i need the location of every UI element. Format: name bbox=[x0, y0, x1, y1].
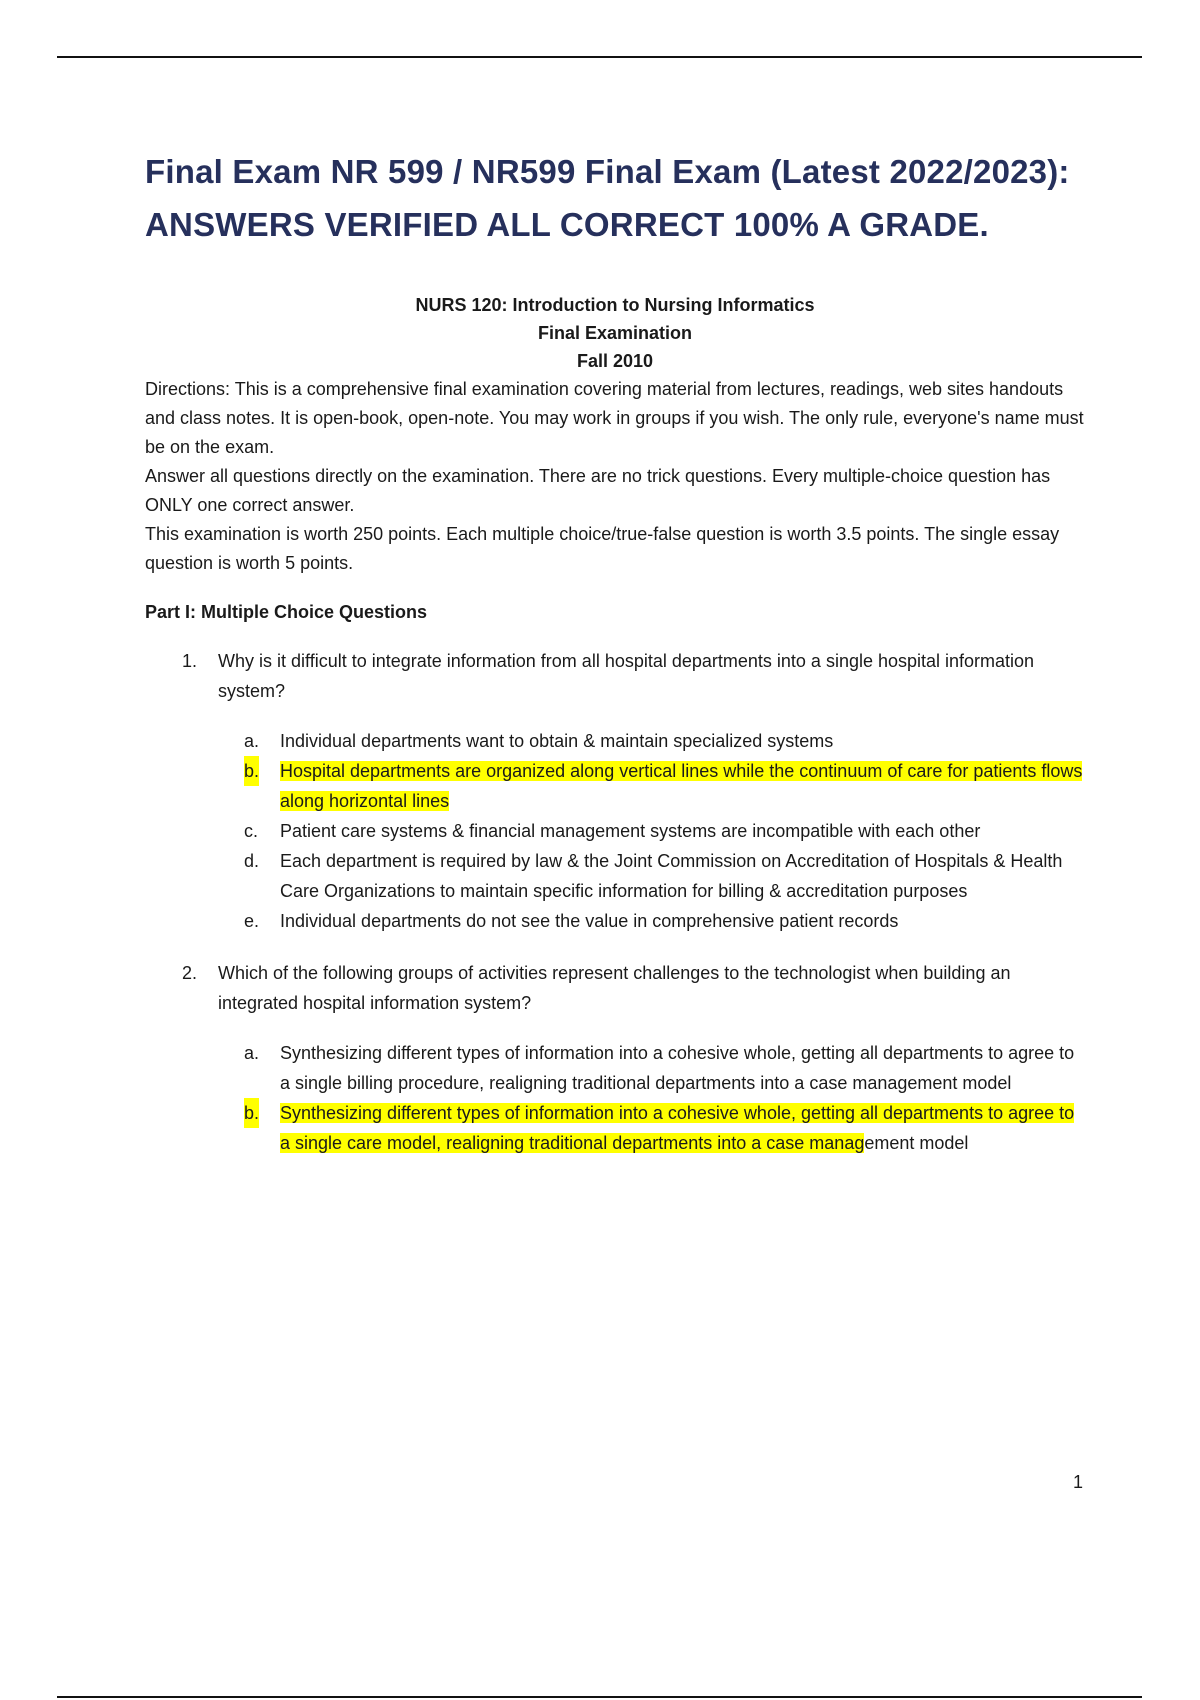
option-list bbox=[218, 1038, 1085, 1158]
question-number: 2. bbox=[182, 963, 198, 983]
option-letter: b. bbox=[244, 756, 259, 786]
option-1b-highlighted-answer bbox=[218, 756, 1085, 816]
option-letter: b. bbox=[244, 1098, 259, 1128]
document-page bbox=[145, 145, 1085, 1180]
answer-instructions-paragraph: Answer all questions directly on the examination. There are no trick questions. Every multiple-choice question has ONLY one correct answer. bbox=[145, 466, 1051, 515]
part-heading: Part I: Multiple Choice Questions bbox=[145, 602, 428, 622]
option-list bbox=[218, 726, 1085, 936]
top-rule bbox=[57, 56, 1142, 58]
question-number: 1. bbox=[182, 651, 198, 671]
option-2b-highlighted-answer bbox=[218, 1098, 1085, 1158]
option-1e bbox=[218, 906, 1085, 936]
question-text: Why is it difficult to integrate information from all hospital departments into a single hospital information system? bbox=[218, 651, 1035, 701]
option-text: Synthesizing different types of information into a cohesive whole, getting all departments to agree to a single billing procedure, realigning traditional departments into a case management model bbox=[280, 1043, 1075, 1093]
option-text-rest: ement model bbox=[864, 1133, 969, 1153]
option-1d bbox=[218, 846, 1085, 906]
option-text-highlighted: Synthesizing different types of information into a cohesive whole, getting all departments to agree to a single care model, realigning traditional departments into a case manag bbox=[280, 1103, 1075, 1153]
option-2a bbox=[218, 1038, 1085, 1098]
exam-heading bbox=[145, 291, 1085, 375]
question-1 bbox=[145, 646, 1085, 936]
directions-paragraph: Directions: This is a comprehensive final examination covering material from lectures, readings, web sites handouts and class notes. It is open-book, open-note. You may work in groups if you wish. The only rule, everyone's name must be on the exam. bbox=[145, 379, 1084, 457]
exam-name: Final Examination bbox=[537, 323, 693, 343]
option-letter: d. bbox=[244, 851, 260, 871]
option-letter: c. bbox=[244, 821, 259, 841]
option-letter: a. bbox=[244, 1043, 260, 1063]
option-letter: e. bbox=[244, 911, 260, 931]
option-1c bbox=[218, 816, 1085, 846]
option-text: Individual departments want to obtain & maintain specialized systems bbox=[280, 731, 834, 751]
option-text: Patient care systems & financial management systems are incompatible with each other bbox=[280, 821, 981, 841]
page-number: 1 bbox=[1073, 1472, 1084, 1492]
question-list bbox=[145, 646, 1085, 1158]
option-1a bbox=[218, 726, 1085, 756]
course-name: NURS 120: Introduction to Nursing Informatics bbox=[415, 295, 815, 315]
bottom-rule bbox=[57, 1696, 1142, 1698]
document-title: Final Exam NR 599 / NR599 Final Exam (Latest 2022/2023): ANSWERS VERIFIED ALL CORRECT 100% A GRADE. bbox=[145, 153, 1070, 243]
points-info-paragraph: This examination is worth 250 points. Each multiple choice/true-false question is worth 3.5 points. The single essay question is worth 5 points. bbox=[145, 524, 1060, 573]
option-text: Each department is required by law & the Joint Commission on Accreditation of Hospitals & Health Care Organizations to maintain specific information for billing & accreditation purposes bbox=[280, 851, 1063, 901]
option-letter: a. bbox=[244, 731, 260, 751]
exam-term: Fall 2010 bbox=[576, 351, 654, 371]
question-2 bbox=[145, 958, 1085, 1158]
option-text: Hospital departments are organized along vertical lines while the continuum of care for patients flows along horizontal lines bbox=[280, 761, 1083, 811]
option-text: Individual departments do not see the value in comprehensive patient records bbox=[280, 911, 899, 931]
question-text: Which of the following groups of activities represent challenges to the technologist when building an integrated hospital information system? bbox=[218, 963, 1011, 1013]
